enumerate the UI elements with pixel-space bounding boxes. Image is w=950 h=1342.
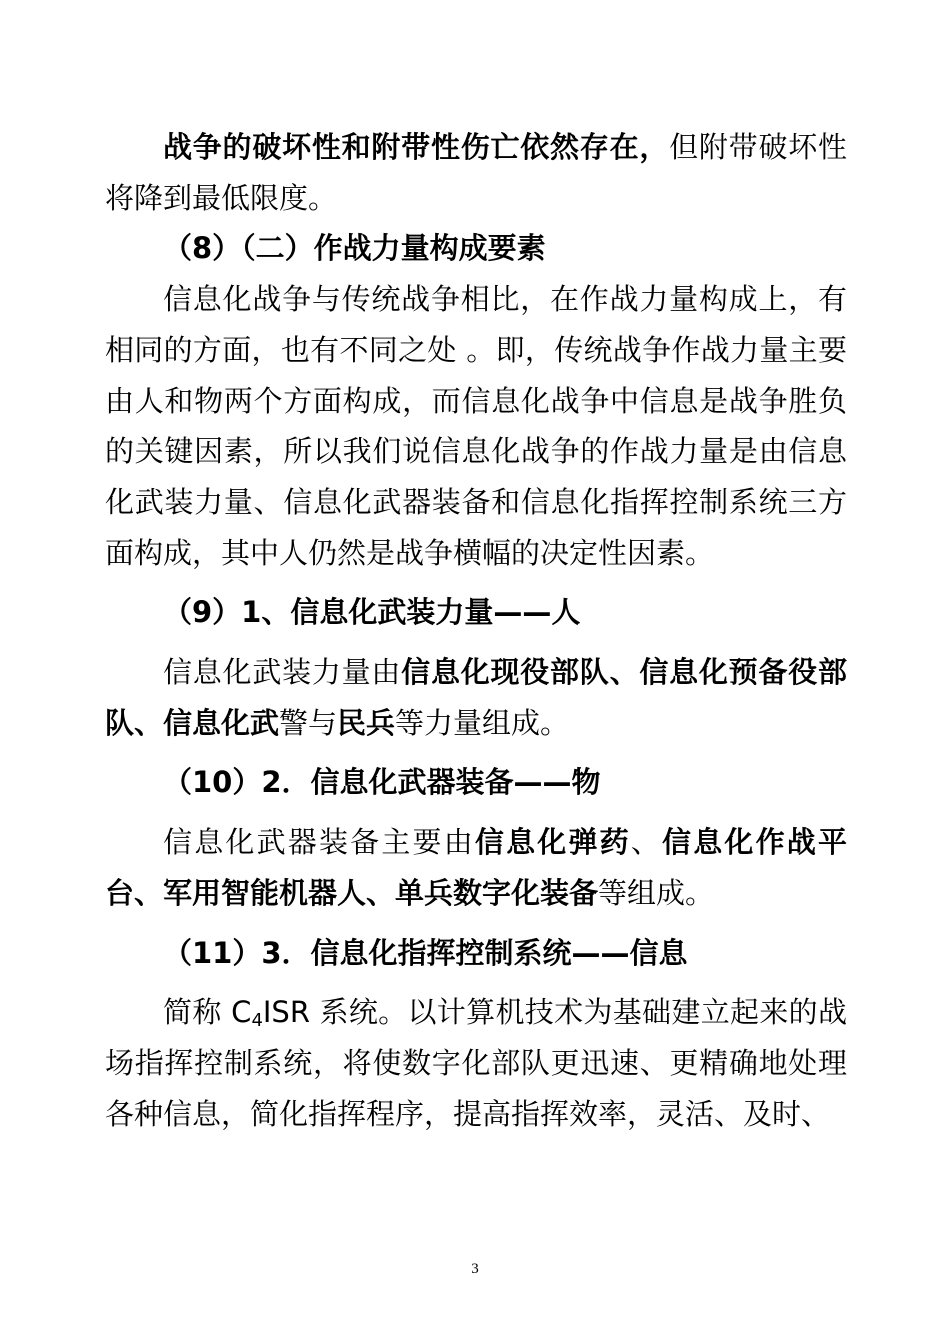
subscript: 4 bbox=[251, 1010, 263, 1032]
paragraph: 信息化战争与传统战争相比，在作战力量构成上，有相同的方面，也有不同之处 。即，传统战争作战力量主要由人和物两个方面构成，而信息化战争中信息是战争胜负的关键因素，所以我们说信息化战争的作战力量是由信息化武装力量、信息化武器装备和信息化指挥控制系统三方面构成，其中人仍然是战争横幅的决定性因素。 bbox=[105, 282, 847, 570]
section-heading: （8）（二）作战力量构成要素 bbox=[163, 231, 546, 266]
page-number: 3 bbox=[471, 1261, 479, 1277]
bold-phrase: 信息化现役部队、信息化预备役部队、信息化武 bbox=[105, 655, 847, 740]
section-heading: （10）2．信息化武器装备——物 bbox=[163, 765, 601, 800]
bold-phrase: 信息化弹药 bbox=[474, 825, 631, 860]
text-run: 警与 bbox=[279, 705, 338, 740]
section-heading: （9）1、信息化武装力量——人 bbox=[163, 595, 581, 630]
bold-phrase: 民兵 bbox=[337, 705, 396, 740]
paragraph bbox=[105, 817, 847, 918]
paragraph bbox=[105, 987, 847, 1139]
bold-phrase: 战争的破坏性和附带性伤亡依然存在， bbox=[163, 130, 670, 164]
text-run: 但附带破坏性将降到最低限度。 bbox=[105, 130, 847, 215]
paragraph bbox=[105, 647, 847, 748]
document-body bbox=[105, 122, 847, 1139]
text-run: 等力量组成。 bbox=[395, 705, 570, 740]
section-heading: （11）3．信息化指挥控制系统——信息 bbox=[163, 935, 688, 970]
text-run: 简称 C bbox=[163, 995, 252, 1030]
text-run: 信息化武器装备主要由 bbox=[163, 825, 475, 860]
text-run: 信息化武装力量由 bbox=[163, 655, 402, 690]
bold-phrase: 信息化作战平台、军用智能机器人、单兵数字化装备 bbox=[105, 825, 847, 910]
text-run: ISR 系统。以计算机技术为基础建立起来的战场指挥控制系统，将使数字化部队更迅速、更精确地处理各种信息，简化指挥程序，提高指挥效率，灵活、及时、 bbox=[105, 995, 847, 1131]
text-run: 、 bbox=[630, 825, 663, 860]
text-run: 等组成。 bbox=[598, 875, 715, 910]
paragraph bbox=[105, 122, 847, 223]
